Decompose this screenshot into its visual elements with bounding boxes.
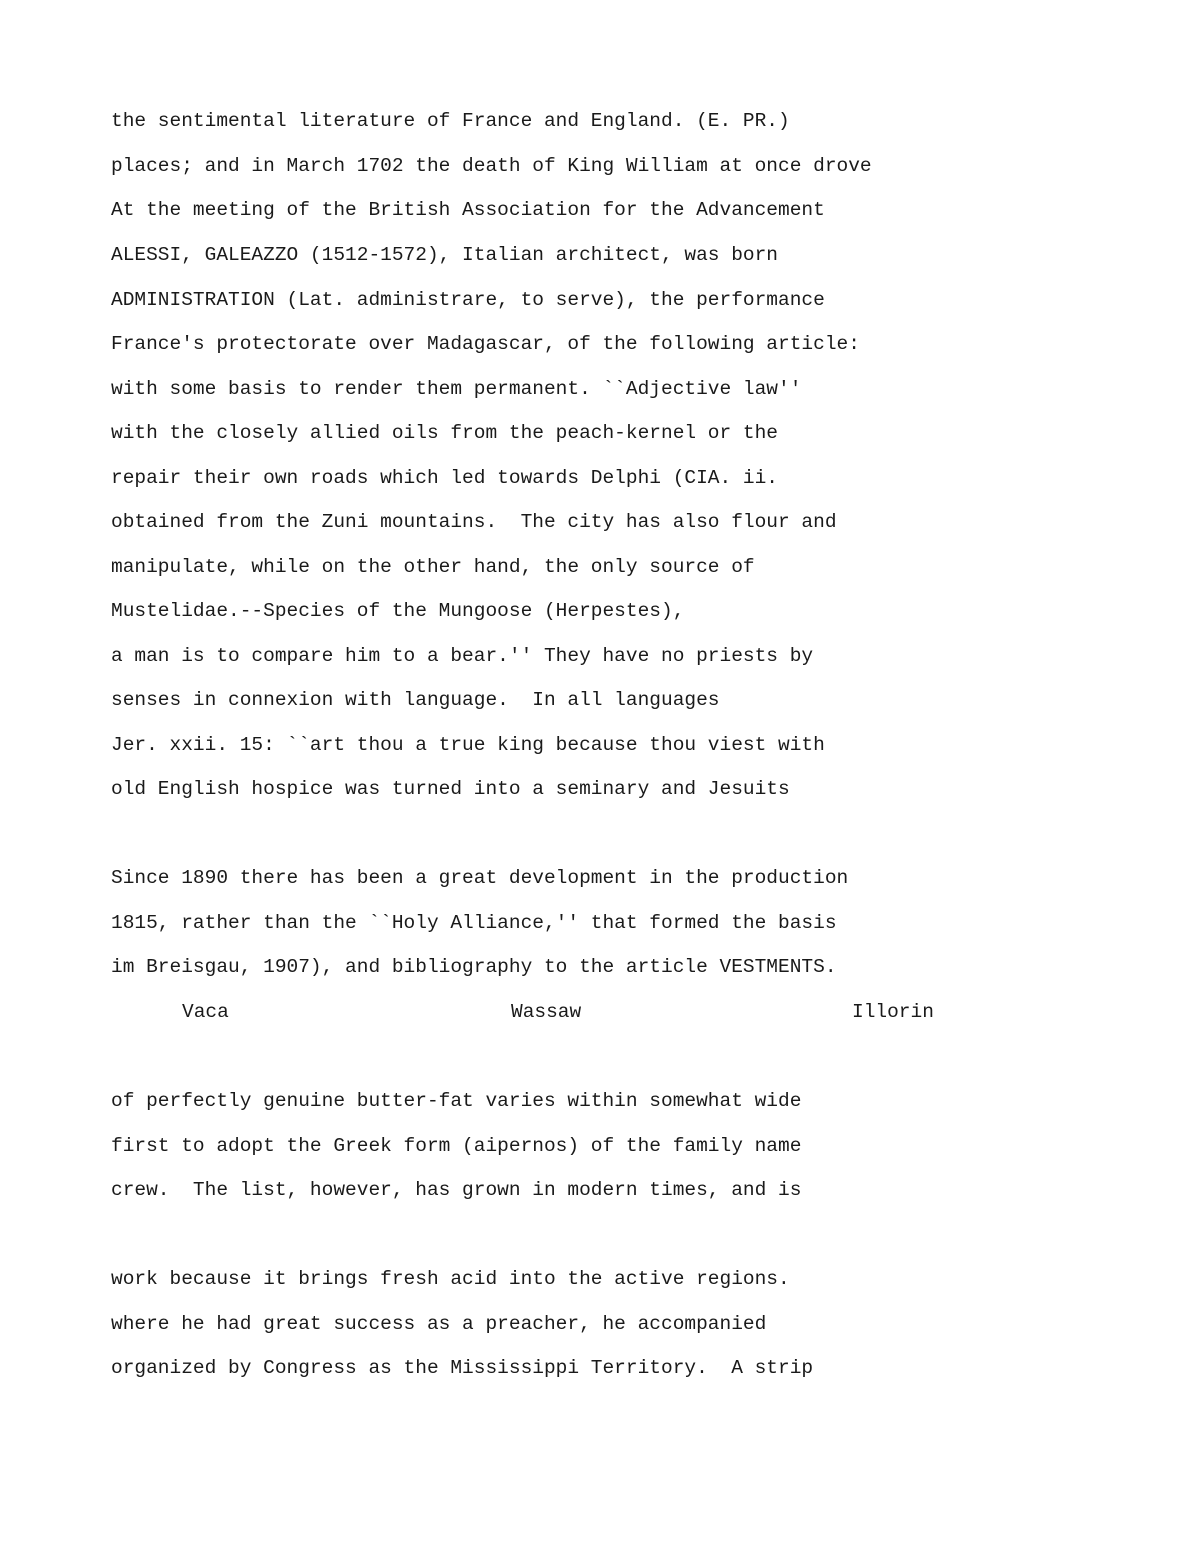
text-line: 1815, rather than the ``Holy Alliance,'' that formed the basis — [111, 912, 837, 934]
text-line: with the closely allied oils from the peach-kernel or the — [111, 422, 779, 444]
text-line: crew. The list, however, has grown in modern times, and is — [111, 1179, 802, 1201]
text-line: places; and in March 1702 the death of King William at once drove — [111, 155, 872, 177]
text-line: the sentimental literature of France and England. (E. PR.) — [111, 110, 790, 132]
text-line: Jer. xxii. 15: ``art thou a true king because thou viest with — [111, 734, 825, 756]
text-line: ADMINISTRATION (Lat. administrare, to serve), the performance — [111, 289, 825, 311]
column-label: Illorin — [852, 1001, 934, 1023]
text-line: old English hospice was turned into a seminary and Jesuits — [111, 778, 790, 800]
text-line: where he had great success as a preacher, he accompanied — [111, 1313, 767, 1335]
text-line: a man is to compare him to a bear.'' They have no priests by — [111, 645, 814, 667]
text-line: France's protectorate over Madagascar, of the following article: — [111, 333, 860, 355]
column-label: Vaca — [182, 1001, 229, 1023]
text-line: Since 1890 there has been a great development in the production — [111, 867, 849, 889]
text-line: of perfectly genuine butter-fat varies within somewhat wide — [111, 1090, 802, 1112]
text-line: organized by Congress as the Mississippi Territory. A strip — [111, 1357, 814, 1379]
text-line: first to adopt the Greek form (aipernos) of the family name — [111, 1135, 802, 1157]
text-line: At the meeting of the British Association for the Advancement — [111, 199, 825, 221]
text-line: work because it brings fresh acid into the active regions. — [111, 1268, 790, 1290]
text-line: repair their own roads which led towards Delphi (CIA. ii. — [111, 467, 779, 489]
text-line: Mustelidae.--Species of the Mungoose (Herpestes), — [111, 600, 685, 622]
text-line: im Breisgau, 1907), and bibliography to the article VESTMENTS. — [111, 956, 837, 978]
text-line: with some basis to render them permanent. ``Adjective law'' — [111, 378, 802, 400]
text-line: manipulate, while on the other hand, the only source of — [111, 556, 755, 578]
text-line: obtained from the Zuni mountains. The city has also flour and — [111, 511, 837, 533]
text-line: ALESSI, GALEAZZO (1512-1572), Italian architect, was born — [111, 244, 779, 266]
column-label: Wassaw — [511, 1001, 582, 1023]
text-line: senses in connexion with language. In all languages — [111, 689, 720, 711]
